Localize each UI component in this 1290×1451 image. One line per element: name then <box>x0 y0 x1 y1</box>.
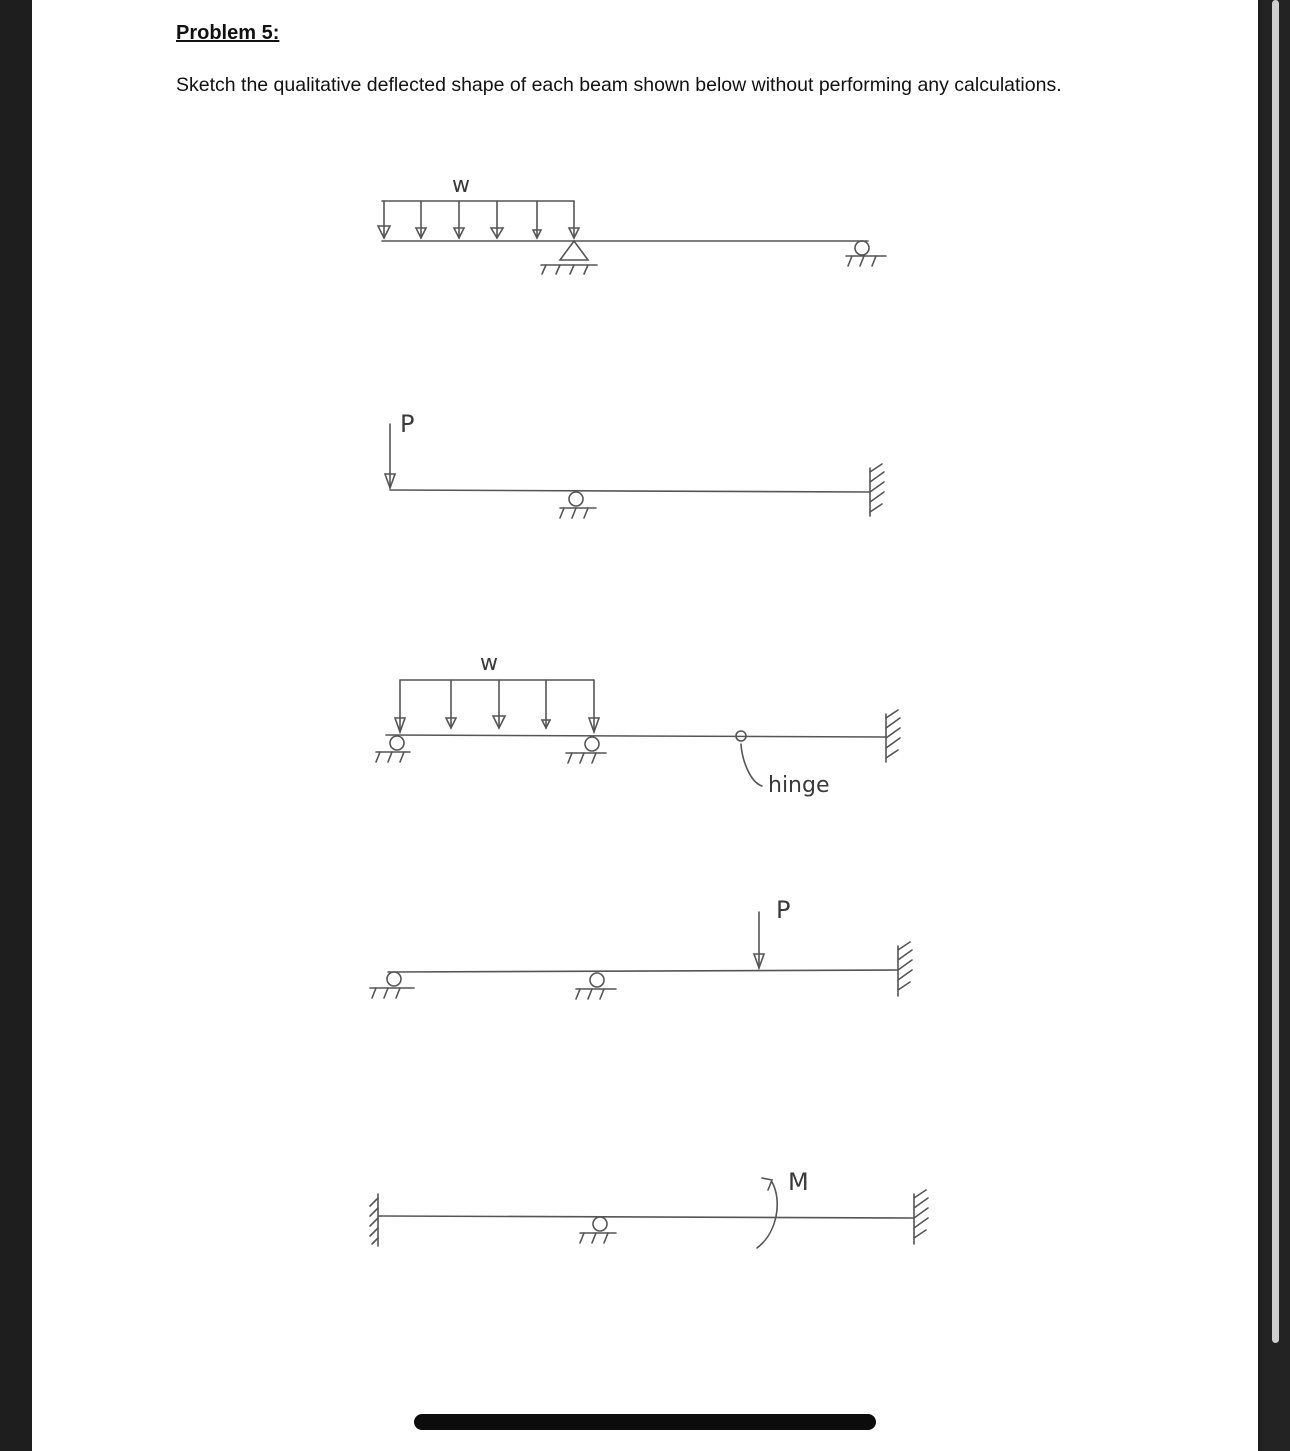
hinge-icon <box>736 731 762 786</box>
beam-1-load-label: w <box>452 173 470 198</box>
problem-instruction: Sketch the qualitative deflected shape of each beam shown below without performing any calculations. <box>176 74 1062 96</box>
scrollbar-thumb[interactable] <box>1272 0 1279 1343</box>
beam-5-moment-label: M <box>788 1168 809 1196</box>
roller-support-icon <box>566 737 606 763</box>
beam-3-load-label: w <box>480 651 498 676</box>
home-indicator[interactable] <box>414 1414 876 1430</box>
roller-support-icon <box>370 972 414 998</box>
beam-2 <box>385 410 884 518</box>
beam-3-distributed-load <box>395 680 599 732</box>
beam-4-member <box>388 970 898 972</box>
beam-1-distributed-load <box>378 201 579 238</box>
beam-4 <box>370 896 912 999</box>
beam-5 <box>370 1168 928 1248</box>
problem-title: Problem 5: <box>176 22 280 44</box>
beam-5-member <box>378 1216 914 1218</box>
roller-support-icon <box>376 736 410 762</box>
roller-support-icon <box>576 973 616 999</box>
fixed-support-icon <box>886 710 900 762</box>
roller-support-icon <box>580 1217 616 1243</box>
fixed-support-icon <box>370 1194 378 1246</box>
fixed-support-icon <box>898 942 912 996</box>
fixed-support-icon <box>870 464 884 516</box>
fixed-support-icon <box>914 1190 928 1244</box>
moment-arrow-icon <box>757 1178 777 1248</box>
pin-support-icon <box>541 241 597 274</box>
beam-3-member <box>386 735 886 737</box>
roller-support-icon <box>846 241 886 266</box>
hinge-label: hinge <box>768 773 830 798</box>
beam-2-member <box>390 490 870 492</box>
beam-4-load-label: P <box>776 896 791 924</box>
beam-3 <box>376 651 900 798</box>
beam-4-point-load-arrow <box>754 912 764 968</box>
beam-1 <box>378 173 886 274</box>
roller-support-icon <box>560 492 596 518</box>
beam-2-point-load-arrow <box>385 424 395 488</box>
beam-2-load-label: P <box>400 410 415 438</box>
